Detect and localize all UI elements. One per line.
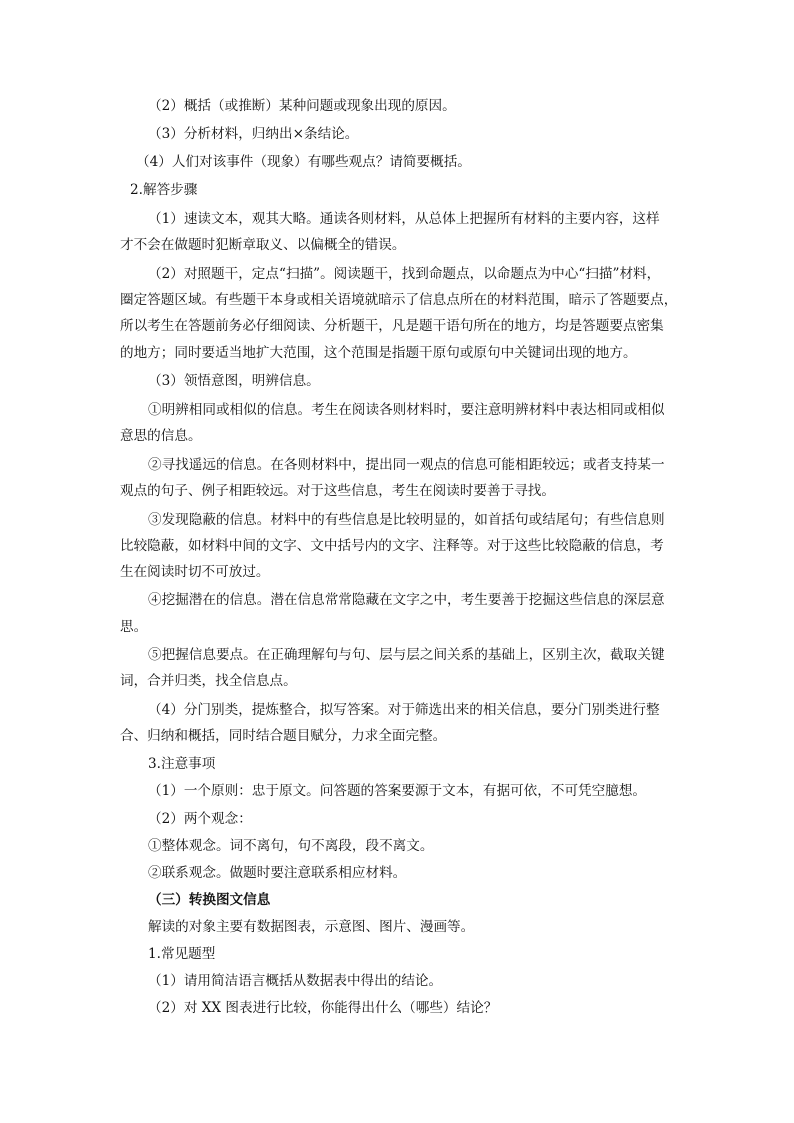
text-line: ②联系观念。做题时要注意联系相应材料。 xyxy=(148,865,407,881)
section-heading: 1.常见题型 xyxy=(148,946,216,962)
section-heading: 2.解答步骤 xyxy=(130,182,198,198)
text-line: （2）对 XX 图表进行比较，你能得出什么（哪些）结论？ xyxy=(148,1000,498,1016)
text-line: （3）分析材料，归纳出×条结论。 xyxy=(148,126,359,142)
text-line: （2）对照题干，定点“扫描”。阅读题干，找到命题点，以命题点为中心“扫描”材料， xyxy=(148,266,661,282)
text-line: ⑤把握信息要点。在正确理解句与句、层与层之间关系的基础上，区别主次，截取关键 xyxy=(148,647,665,663)
text-line: 观点的句子、例子相距较远。对于这些信息，考生在阅读时要善于寻找。 xyxy=(120,483,555,499)
text-line: 比较隐蔽，如材料中间的文字、文中括号内的文字、注释等。对于这些比较隐蔽的信息，考 xyxy=(120,538,664,554)
text-line: （4）人们对该事件（现象）有哪些观点？请简要概括。 xyxy=(136,154,471,170)
text-line: （1）一个原则：忠于原文。问答题的答案要源于文本，有据可依，不可凭空臆想。 xyxy=(148,783,647,799)
text-line: 生在阅读时切不可放过。 xyxy=(120,564,270,580)
text-line: 意思的信息。 xyxy=(120,428,202,444)
text-line: ③发现隐蔽的信息。材料中的有些信息是比较明显的，如首括句或结尾句；有些信息则 xyxy=(148,512,665,528)
text-line: ①整体观念。词不离句，句不离段，段不离文。 xyxy=(148,838,434,854)
text-line: ①明辨相同或相似的信息。考生在阅读各则材料时，要注意明辨材料中表达相同或相似 xyxy=(148,402,665,418)
text-line: 所以考生在答题前务必仔细阅读、分析题干，凡是题干语句所在的地方，均是答题要点密集 xyxy=(120,318,664,334)
text-line: （2）两个观念： xyxy=(148,811,252,827)
text-line: ④挖掘潜在的信息。潜在信息常常隐藏在文字之中，考生要善于挖掘这些信息的深层意 xyxy=(148,592,665,608)
text-line: 合、归纳和概括，同时结合题目赋分，力求全面完整。 xyxy=(120,728,447,744)
text-line: 解读的对象主要有数据图表，示意图、图片、漫画等。 xyxy=(148,919,475,935)
text-line: （1）请用简洁语言概括从数据表中得出的结论。 xyxy=(148,973,443,989)
text-line: （4）分门别类，提炼整合，拟写答案。对于筛选出来的相关信息，要分门别类进行整 xyxy=(148,702,660,718)
text-line: 圈定答题区域。有些题干本身或相关语境就暗示了信息点所在的材料范围，暗示了答题要点， xyxy=(120,292,678,308)
text-line: 的地方；同时要适当地扩大范围，这个范围是指题干原句或原句中关键词出现的地方。 xyxy=(120,345,637,361)
text-line: （2）概括（或推断）某种问题或现象出现的原因。 xyxy=(148,98,456,114)
text-line: ②寻找遥远的信息。在各则材料中，提出同一观点的信息可能相距较远；或者支持某一 xyxy=(148,457,665,473)
text-line: 才不会在做题时犯断章取义、以偏概全的错误。 xyxy=(120,237,406,253)
text-line: （3）领悟意图，明辨信息。 xyxy=(148,373,320,389)
section-heading: 3.注意事项 xyxy=(148,756,216,772)
text-line: 思。 xyxy=(120,619,148,635)
text-line: （1）速读文本，观其大略。通读各则材料，从总体上把握所有材料的主要内容，这样 xyxy=(148,211,660,227)
text-line: 词，合并归类，找全信息点。 xyxy=(120,673,297,689)
subsection-heading: （三）转换图文信息 xyxy=(148,892,271,908)
